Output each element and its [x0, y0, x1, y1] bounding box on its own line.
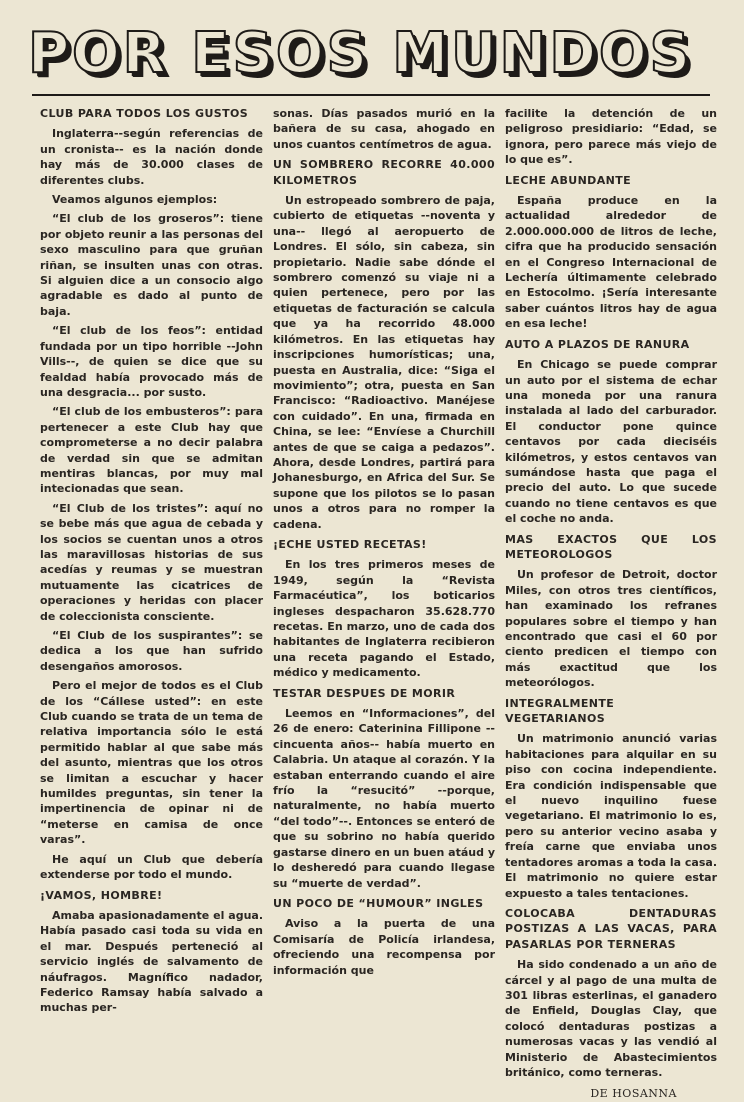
continued-paragraph: sonas. Días pasados murió en la bañera de su casa, ahogado en unos cuantos centímetros de agua.	[273, 107, 495, 151]
article-paragraph: En Chicago se puede comprar un auto por el sistema de echar una moneda por una ranura instalada al lado del carburador. El conductor pone quince centavos por cada dieciséis kilómetros, y estos centavos van sumándose hasta que paga el precio del auto. Lo que sucede cuando no tiene centavos es que el coche no anda.	[505, 358, 717, 526]
article-paragraph: Un profesor de Detroit, doctor Miles, con otros tres científicos, han examinado los refranes populares sobre el tiempo y han encontrado que casi el 60 por ciento predicen el tiempo con más exactitud que los meteorólogos.	[505, 568, 717, 690]
article-heading: LECHE ABUNDANTE	[505, 173, 632, 187]
article-heading: UN POCO DE “HUMOUR” INGLES	[273, 896, 484, 910]
article-paragraph: Un estropeado sombrero de paja, cubierto de etiquetas --noventa y una-- llegó al aeropuerto de Londres. El sólo, sin cabeza, sin propietario. Nadie sabe dónde el sombrero comenzó su viaje ni a quien pertenece, pero por las etiquetas de facturación se calcula que ya ha recorrido 48.000 kilómetros. En las etiquetas hay inscripciones humorísticas; una, puesta en Australia, dice: “Siga el movimiento”; otra, puesta en San Francisco: “Radioactivo. Manéjese con cuidado”. En una, firmada en China, se lee: “Envíese a Churchill antes de que se caiga a pedazos”. Ahora, desde Londres, partirá para Johanesburgo, en Africa del Sur. Se supone que los pilotos se lo pasan unos a otros para no romper la cadena.	[273, 194, 495, 531]
article-heading: MAS EXACTOS QUE LOS METEOROLOGOS	[505, 532, 717, 561]
article-heading: AUTO A PLAZOS DE RANURA	[505, 337, 690, 351]
article-paragraph: He aquí un Club que debería extenderse por todo el mundo.	[40, 852, 263, 882]
continued-paragraph: facilite la detención de un peligroso presidiario: “Edad, se ignora, pero parece más viejo de lo que es”.	[505, 107, 717, 167]
article-paragraph: En los tres primeros meses de 1949, según la “Revista Farmacéutica”, los boticarios ingleses despacharon 35.628.770 recetas. En marzo, uno de cada dos habitantes de Inglaterra recibieron una receta pagando el Estado, médico y medicamento.	[273, 558, 495, 680]
article-paragraph: “El club de los groseros”: tiene por objeto reunir a las personas del sexo masculino para que gruñan riñan, se insulten unas con otras. Si alguien dice a un consocio algo agradable es dado al punto de baja.	[40, 212, 263, 318]
article-paragraph: Amaba apasionadamente el agua. Había pasado casi toda su vida en el mar. Después perteneció al servicio inglés de salvamento de náufragos. Magnífico nadador, Federico Ramsay había salvado a muchas per-	[40, 908, 263, 1015]
author-signature: DE HOSANNA	[590, 1087, 677, 1101]
article-heading: COLOCABA DENTADURAS POSTIZAS A LAS VACAS, PARA PASARLAS POR TERNERAS	[505, 906, 717, 951]
article-paragraph: “El Club de los tristes”: aquí no se bebe más que agua de cebada y los socios se cuentan unos a otros las maravillosas historias de sus acedías y reumas y se muestran mutuamente las cicatrices de operaciones y heridas con placer de coleccionista consciente.	[40, 501, 263, 623]
article-paragraph: “El Club de los suspirantes”: se dedica a los que han sufrido desengaños amorosos.	[40, 629, 263, 673]
column-1	[40, 106, 263, 1102]
masthead	[28, 12, 718, 96]
article-paragraph: “El club de los feos”: entidad fundada por un tipo horrible --John Vills--, de quien se dice que su fealdad había provocado más de una desgracia... por susto.	[40, 324, 263, 399]
article-paragraph: Leemos en “Informaciones”, del 26 de enero: Caterinina Fillipone --cincuenta años-- había muerto en Calabria. Un ataque al corazón. Y la estaban enterrando cuando el aire frío la “resucitó” --porque, naturalmente, no había muerto “del todo”--. Entonces se enteró de que su sobrino no había querido gastarse dinero en un buen atáud y lo desheredó para cuando llegase su “muerte de verdad”.	[273, 707, 495, 890]
article-paragraph: Un matrimonio anunció varias habitaciones para alquilar en su piso con cocina independiente. Era condición indispensable que el nuevo inquilino fuese vegetariano. El matrimonio lo es, pero su anterior vecino asaba y freía carne que enviaba unos tentadores aromas a toda la casa. El matrimonio no quiere estar expuesto a tales tentaciones.	[505, 732, 717, 900]
column-2	[273, 106, 495, 1102]
article-heading: CLUB PARA TODOS LOS GUSTOS	[40, 107, 249, 120]
article-paragraph: Pero el mejor de todos es el Club de los “Cállese usted”: en este Club cuando se trata de un tema de relativa importancia sólo le está permitido hablar al que sabe más del asunto, mientras que los otros se limitan a escuchar y hacer humildes preguntas, sin tener la impertinencia de opinar ni de “meterse en camisa de once varas”.	[40, 679, 263, 847]
article-heading: TESTAR DESPUES DE MORIR	[273, 686, 456, 700]
article-heading: ¡ECHE USTED RECETAS!	[273, 537, 427, 551]
masthead-rule	[32, 94, 710, 96]
masthead-title: POR ESOS MUNDOS	[28, 21, 693, 86]
article-paragraph: España produce en la actualidad alrededor de 2.000.000.000 de litros de leche, cifra que ha producido sensación en el Congreso Internacional de Lechería últimamente celebrado en Estocolmo. ¡Sería interesante saber cuántos litros hay de agua en esa leche!	[505, 194, 717, 331]
column-3	[505, 106, 717, 1102]
article-paragraph: “El club de los embusteros”: para pertenecer a este Club hay que comprometerse a no decir palabra de verdad sin que se admitan mentiras blancas, por muy mal intecionadas que sean.	[40, 405, 263, 496]
article-paragraph: Ha sido condenado a un año de cárcel y al pago de una multa de 301 libras esterlinas, el ganadero de Enfield, Douglas Clay, que colocó dentaduras postizas a numerosas vacas y las vendió al Ministerio de Abastecimientos británico, como terneras.	[505, 958, 717, 1079]
article-paragraph: Aviso a la puerta de una Comisaría de Policía irlandesa, ofreciendo una recompensa por información que	[273, 917, 495, 977]
article-heading: UN SOMBRERO RECORRE 40.000 KILOMETROS	[273, 158, 495, 187]
article-paragraph: Veamos algunos ejemplos:	[52, 193, 218, 207]
article-columns	[40, 106, 717, 1102]
article-heading: INTEGRALMENTE VEGETARIANOS	[505, 696, 615, 726]
article-heading: ¡VAMOS, HOMBRE!	[40, 888, 163, 902]
article-paragraph: Inglaterra--según referencias de un cronista-- es la nación donde hay más de 30.000 clases de diferentes clubs.	[40, 127, 263, 187]
signature-slot	[505, 1086, 717, 1101]
